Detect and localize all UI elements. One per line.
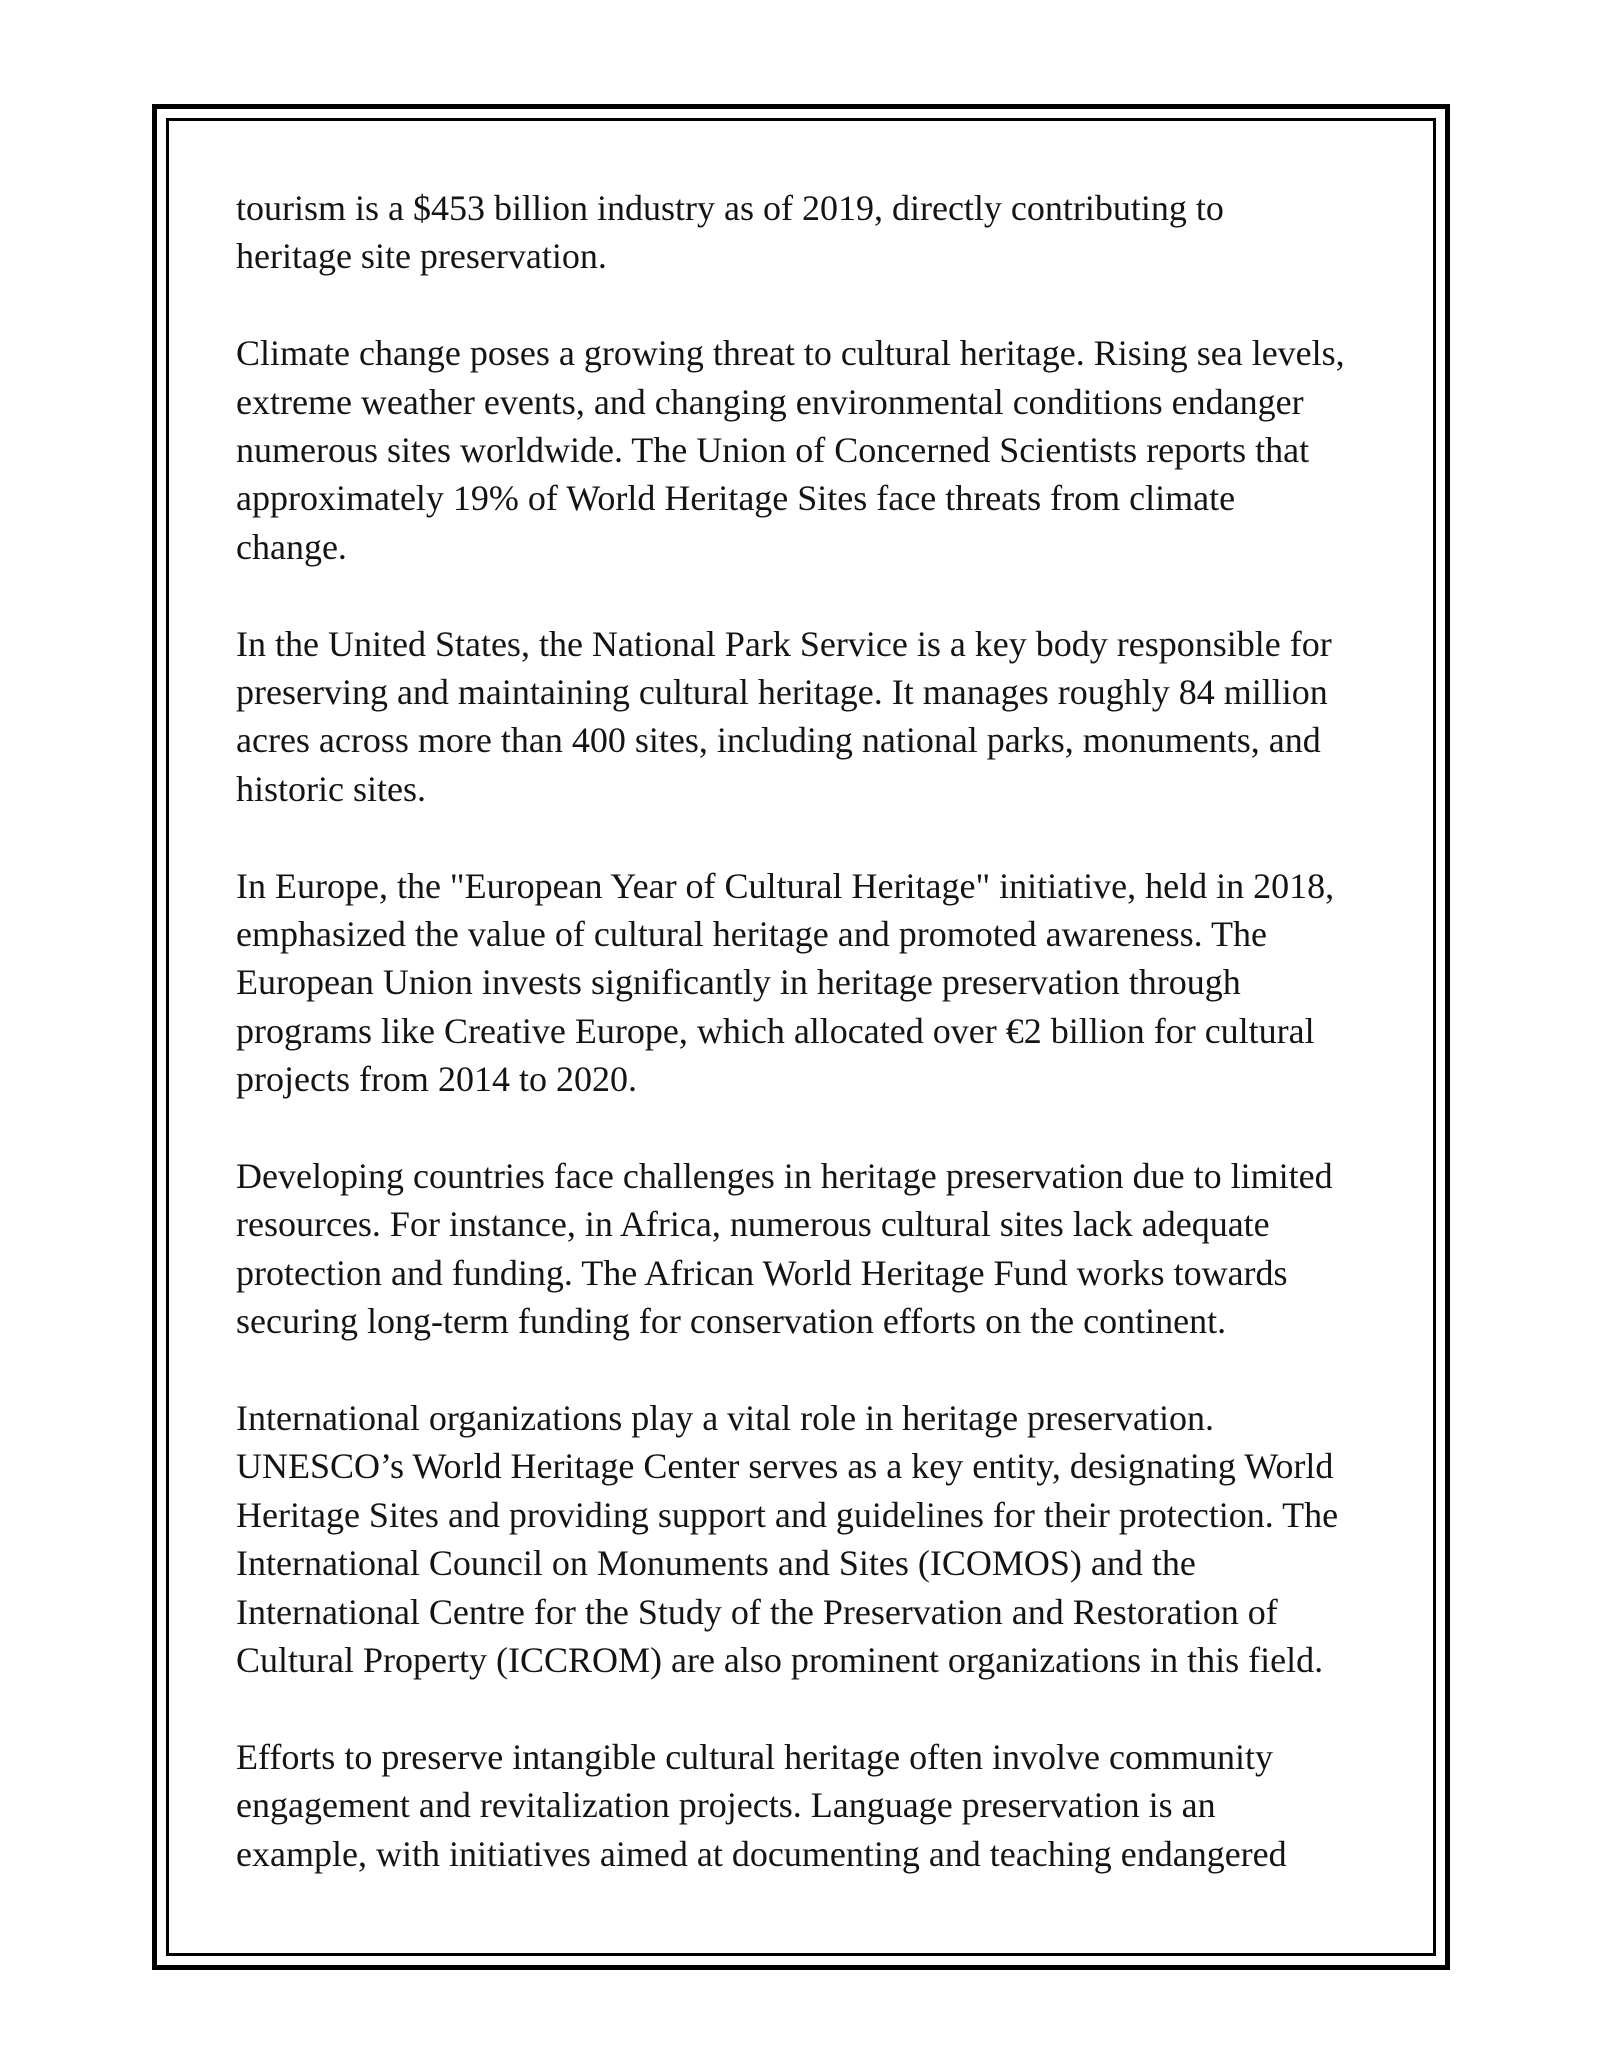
text-line: In Europe, the "European Year of Cultural Heritage" initiative, held in 2018, [236,865,1335,906]
paragraph-europe [236,862,1366,1104]
text-line: International Council on Monuments and Sites (ICOMOS) and the [236,1543,1196,1584]
paragraph-tourism [236,184,1366,281]
text-line: International organizations play a vital role in heritage preservation. [236,1398,1214,1439]
text-line: In the United States, the National Park Service is a key body responsible for [236,623,1332,664]
text-line: resources. For instance, in Africa, numerous cultural sites lack adequate [236,1204,1270,1245]
text-line: Climate change poses a growing threat to cultural heritage. Rising sea levels, [236,333,1345,374]
text-line: heritage site preservation. [236,236,607,277]
text-line: extreme weather events, and changing environmental conditions endanger [236,381,1304,422]
text-line: European Union invests significantly in heritage preservation through [236,962,1241,1003]
text-line: securing long-term funding for conservation efforts on the continent. [236,1301,1227,1342]
text-line: example, with initiatives aimed at documenting and teaching endangered [236,1833,1287,1874]
text-line: change. [236,526,347,567]
text-line: protection and funding. The African World Heritage Fund works towards [236,1252,1288,1293]
text-line: acres across more than 400 sites, including national parks, monuments, and [236,720,1321,761]
text-line: historic sites. [236,768,426,809]
paragraph-developing-countries [236,1152,1366,1346]
text-line: Cultural Property (ICCROM) are also prominent organizations in this field. [236,1640,1324,1681]
text-line: International Centre for the Study of the Preservation and Restoration of [236,1591,1278,1632]
text-line: Heritage Sites and providing support and guidelines for their protection. The [236,1494,1339,1535]
text-line: preserving and maintaining cultural heritage. It manages roughly 84 million [236,672,1328,713]
paragraph-united-states [236,620,1366,814]
paragraph-international-organizations [236,1394,1366,1684]
text-line: tourism is a $453 billion industry as of 2019, directly contributing to [236,188,1224,228]
text-line: projects from 2014 to 2020. [236,1059,637,1100]
paragraph-climate-change [236,329,1366,571]
document-body [236,184,1366,1878]
text-line: Efforts to preserve intangible cultural heritage often involve community [236,1736,1274,1777]
text-line: engagement and revitalization projects. Language preservation is an [236,1785,1216,1826]
paragraph-intangible-heritage [236,1733,1366,1878]
text-line: UNESCO’s World Heritage Center serves as a key entity, designating World [236,1446,1334,1487]
text-line: numerous sites worldwide. The Union of Concerned Scientists reports that [236,430,1310,471]
text-line: programs like Creative Europe, which allocated over €2 billion for cultural [236,1010,1315,1051]
text-line: approximately 19% of World Heritage Sites face threats from climate [236,478,1236,519]
text-line: Developing countries face challenges in heritage preservation due to limited [236,1156,1333,1197]
text-line: emphasized the value of cultural heritage and promoted awareness. The [236,914,1267,955]
